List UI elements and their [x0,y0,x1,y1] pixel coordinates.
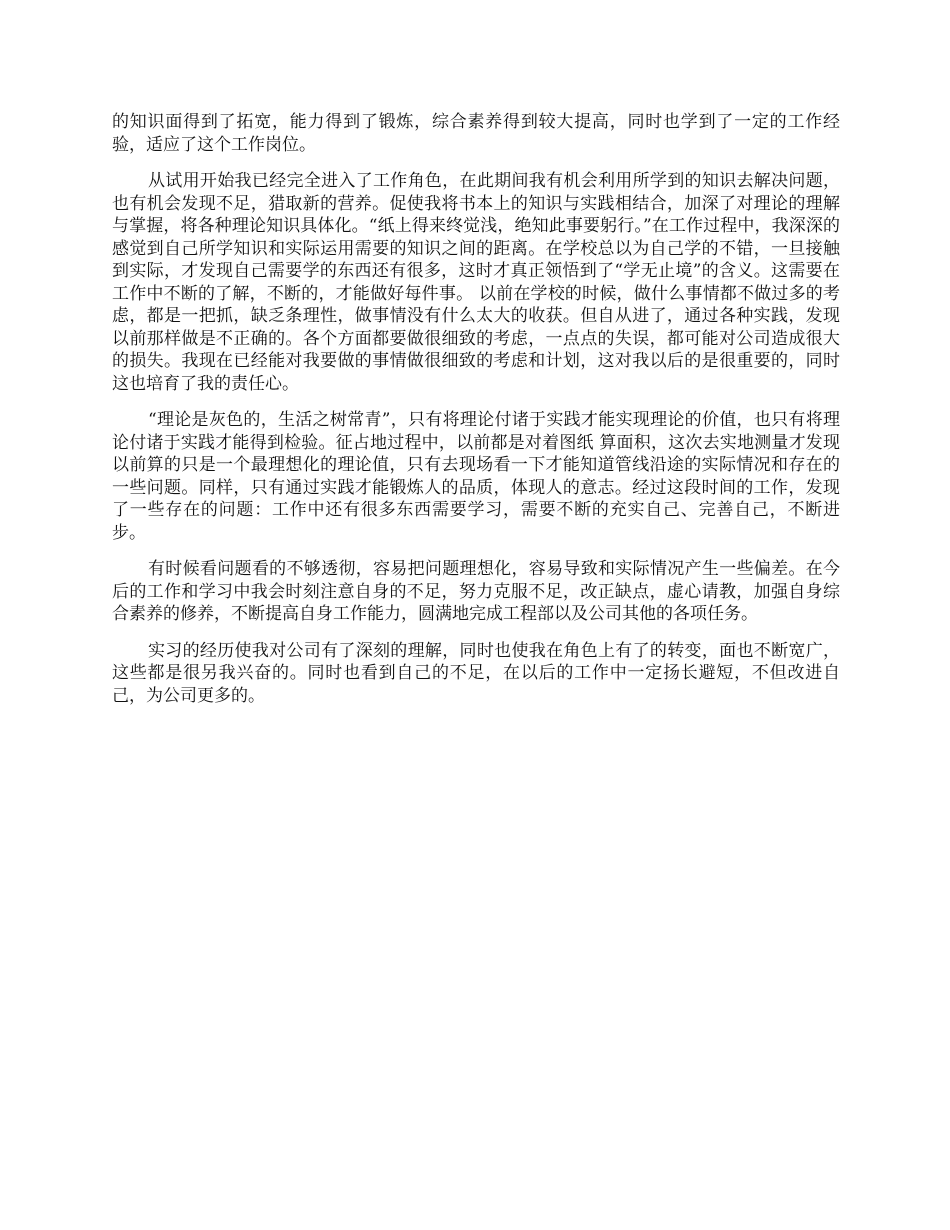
paragraph-3: “理论是灰色的，生活之树常青”，只有将理论付诸于实践才能实现理论的价值，也只有将理论付诸于实践才能得到检验。征占地过程中，以前都是对着图纸 算面积，这次去实地测量才发现以前算的只是一个最理想化的理论值，只有去现场看一下才能知道管线沿途的实际情况和存在的一些问题。同样，只有通过实践才能锻炼人的品质，体现人的意志。经过这段时间的工作，发现了一些存在的问题：工作中还有很多东西需要学习，需要不断的充实自己、完善自己，不断进步。 [112,410,840,543]
paragraph-1: 的知识面得到了拓宽，能力得到了锻炼，综合素养得到较大提高，同时也学到了一定的工作经验，适应了这个工作岗位。 [112,112,840,155]
document-body [112,111,840,721]
paragraph-4: 有时候看问题看的不够透彻，容易把问题理想化，容易导致和实际情况产生一些偏差。在今后的工作和学习中我会时刻注意自身的不足，努力克服不足，改正缺点，虚心请教，加强自身综合素养的修养，不断提高自身工作能力，圆满地完成工程部以及公司其他的各项任务。 [112,559,840,624]
paragraph-5: 实习的经历使我对公司有了深刻的理解，同时也使我在角色上有了的转变，面也不断宽广，这些都是很另我兴奋的。同时也看到自己的不足，在以后的工作中一定扬长避短，不但改进自己，为公司更多的。 [112,640,840,706]
paragraph-2: 从试用开始我已经完全进入了工作角色，在此期间我有机会利用所学到的知识去解决问题，也有机会发现不足，猎取新的营养。促使我将书本上的知识与实践相结合，加深了对理论的理解与掌握，将各种理论知识具体化。“纸上得来终觉浅，绝知此事要躬行。”在工作过程中，我深深的感觉到自己所学知识和实际运用需要的知识之间的距离。在学校总以为自己学的不错，一旦接触到实际，才发现自己需要学的东西还有很多，这时才真正领悟到了“学无止境”的含义。这需要在工作中不断的了解，不断的，才能做好每件事。 以前在学校的时候，做什么事情都不做过多的考虑，都是一把抓，缺乏条理性，做事情没有什么太大的收获。但自从进了，通过各种实践，发现以前那样做是不正确的。各个方面都要做很细致的考虑，一点点的失误，都可能对公司造成很大的损失。我现在已经能对我要做的事情做很细致的考虑和计划，这对我以后的是很重要的，同时这也培育了我的责任心。 [112,171,840,394]
